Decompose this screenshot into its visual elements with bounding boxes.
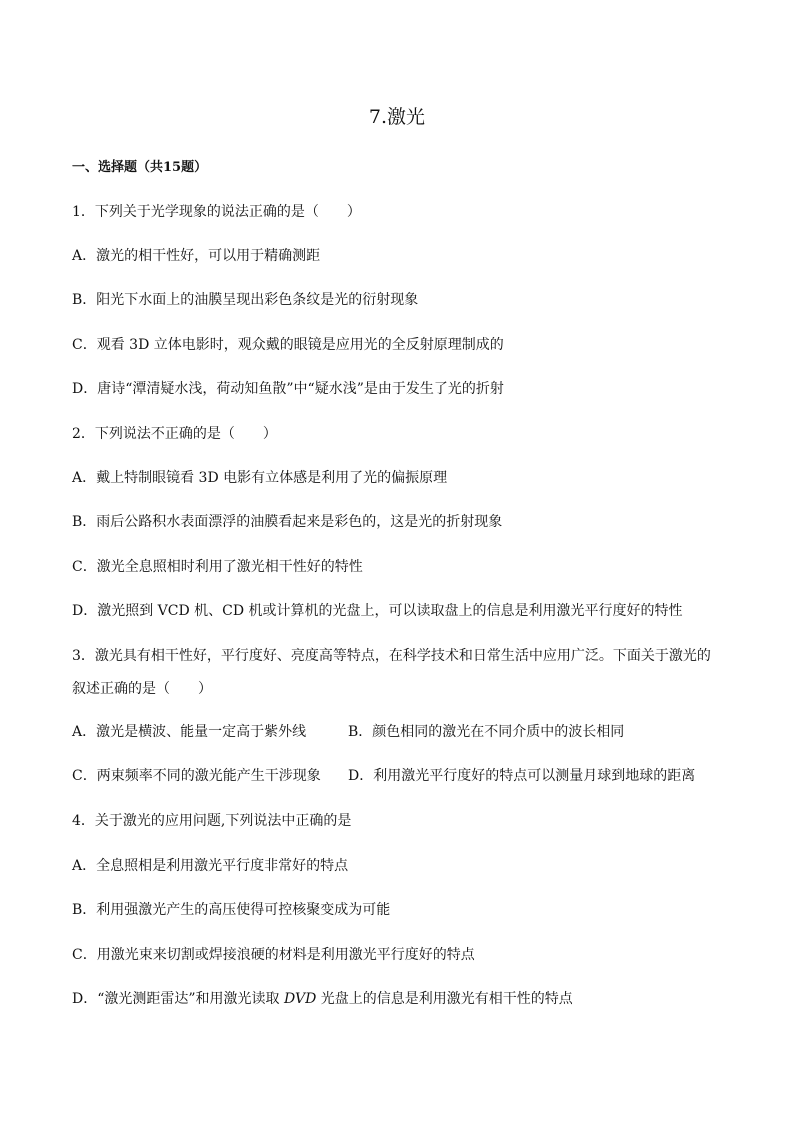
question-2-option-a: A．戴上特制眼镜看 3D 电影有立体感是利用了光的偏振原理 — [72, 470, 448, 486]
question-4-option-d — [72, 989, 573, 1009]
question-4-option-c: C．用激光束来切割或焊接浪硬的材料是利用激光平行度好的特点 — [72, 947, 475, 963]
question-2-option-b: B．雨后公路积水表面漂浮的油膜看起来是彩色的，这是光的折射现象 — [72, 514, 503, 530]
question-4-stem: 4．关于激光的应用问题,下列说法中正确的是 — [72, 813, 352, 829]
question-1-option-c: C．观看 3D 立体电影时，观众戴的眼镜是应用光的全反射原理制成的 — [72, 337, 504, 353]
question-3-option-b: B．颜色相同的激光在不同介质中的波长相同 — [348, 724, 625, 740]
question-2-stem: 2．下列说法不正确的是（ ） — [72, 426, 277, 442]
question-4-option-d-italic: DVD — [284, 991, 317, 1007]
question-1-option-a: A．激光的相干性好，可以用于精确测距 — [72, 248, 321, 264]
question-2-option-d: D．激光照到 VCD 机、CD 机或计算机的光盘上，可以读取盘上的信息是利用激光平行度好的特性 — [72, 603, 683, 619]
question-4-option-a: A．全息照相是利用激光平行度非常好的特点 — [72, 858, 349, 874]
document-title: 7.激光 — [368, 106, 426, 128]
question-3-option-d: D．利用激光平行度好的特点可以测量月球到地球的距离 — [348, 768, 696, 784]
question-3-option-c: C．两束频率不同的激光能产生干涉现象 — [72, 768, 321, 784]
section-heading: 一、选择题（共15题） — [72, 160, 208, 175]
question-1-option-b: B．阳光下水面上的油膜呈现出彩色条纹是光的衍射现象 — [72, 292, 419, 308]
question-1-option-d: D．唐诗“潭清疑水浅，荷动知鱼散”中“疑水浅”是由于发生了光的折射 — [72, 381, 504, 397]
question-2-option-c: C．激光全息照相时利用了激光相干性好的特性 — [72, 559, 363, 575]
question-4-option-d-suffix: 光盘上的信息是利用激光有相干性的特点 — [316, 991, 573, 1007]
question-4-option-d-prefix: D．“激光测距雷达”和用激光读取 — [72, 991, 284, 1007]
question-3-option-a: A．激光是横波、能量一定高于紫外线 — [72, 724, 307, 740]
question-1-stem: 1．下列关于光学现象的说法正确的是（ ） — [72, 204, 361, 220]
question-3-stem-line-2: 叙述正确的是（ ） — [72, 681, 212, 697]
question-3-stem-line-1: 3．激光具有相干性好，平行度好、亮度高等特点，在科学技术和日常生活中应用广泛。下面关于激光的 — [72, 648, 711, 664]
question-4-option-b: B．利用强激光产生的高压使得可控核聚变成为可能 — [72, 902, 391, 918]
